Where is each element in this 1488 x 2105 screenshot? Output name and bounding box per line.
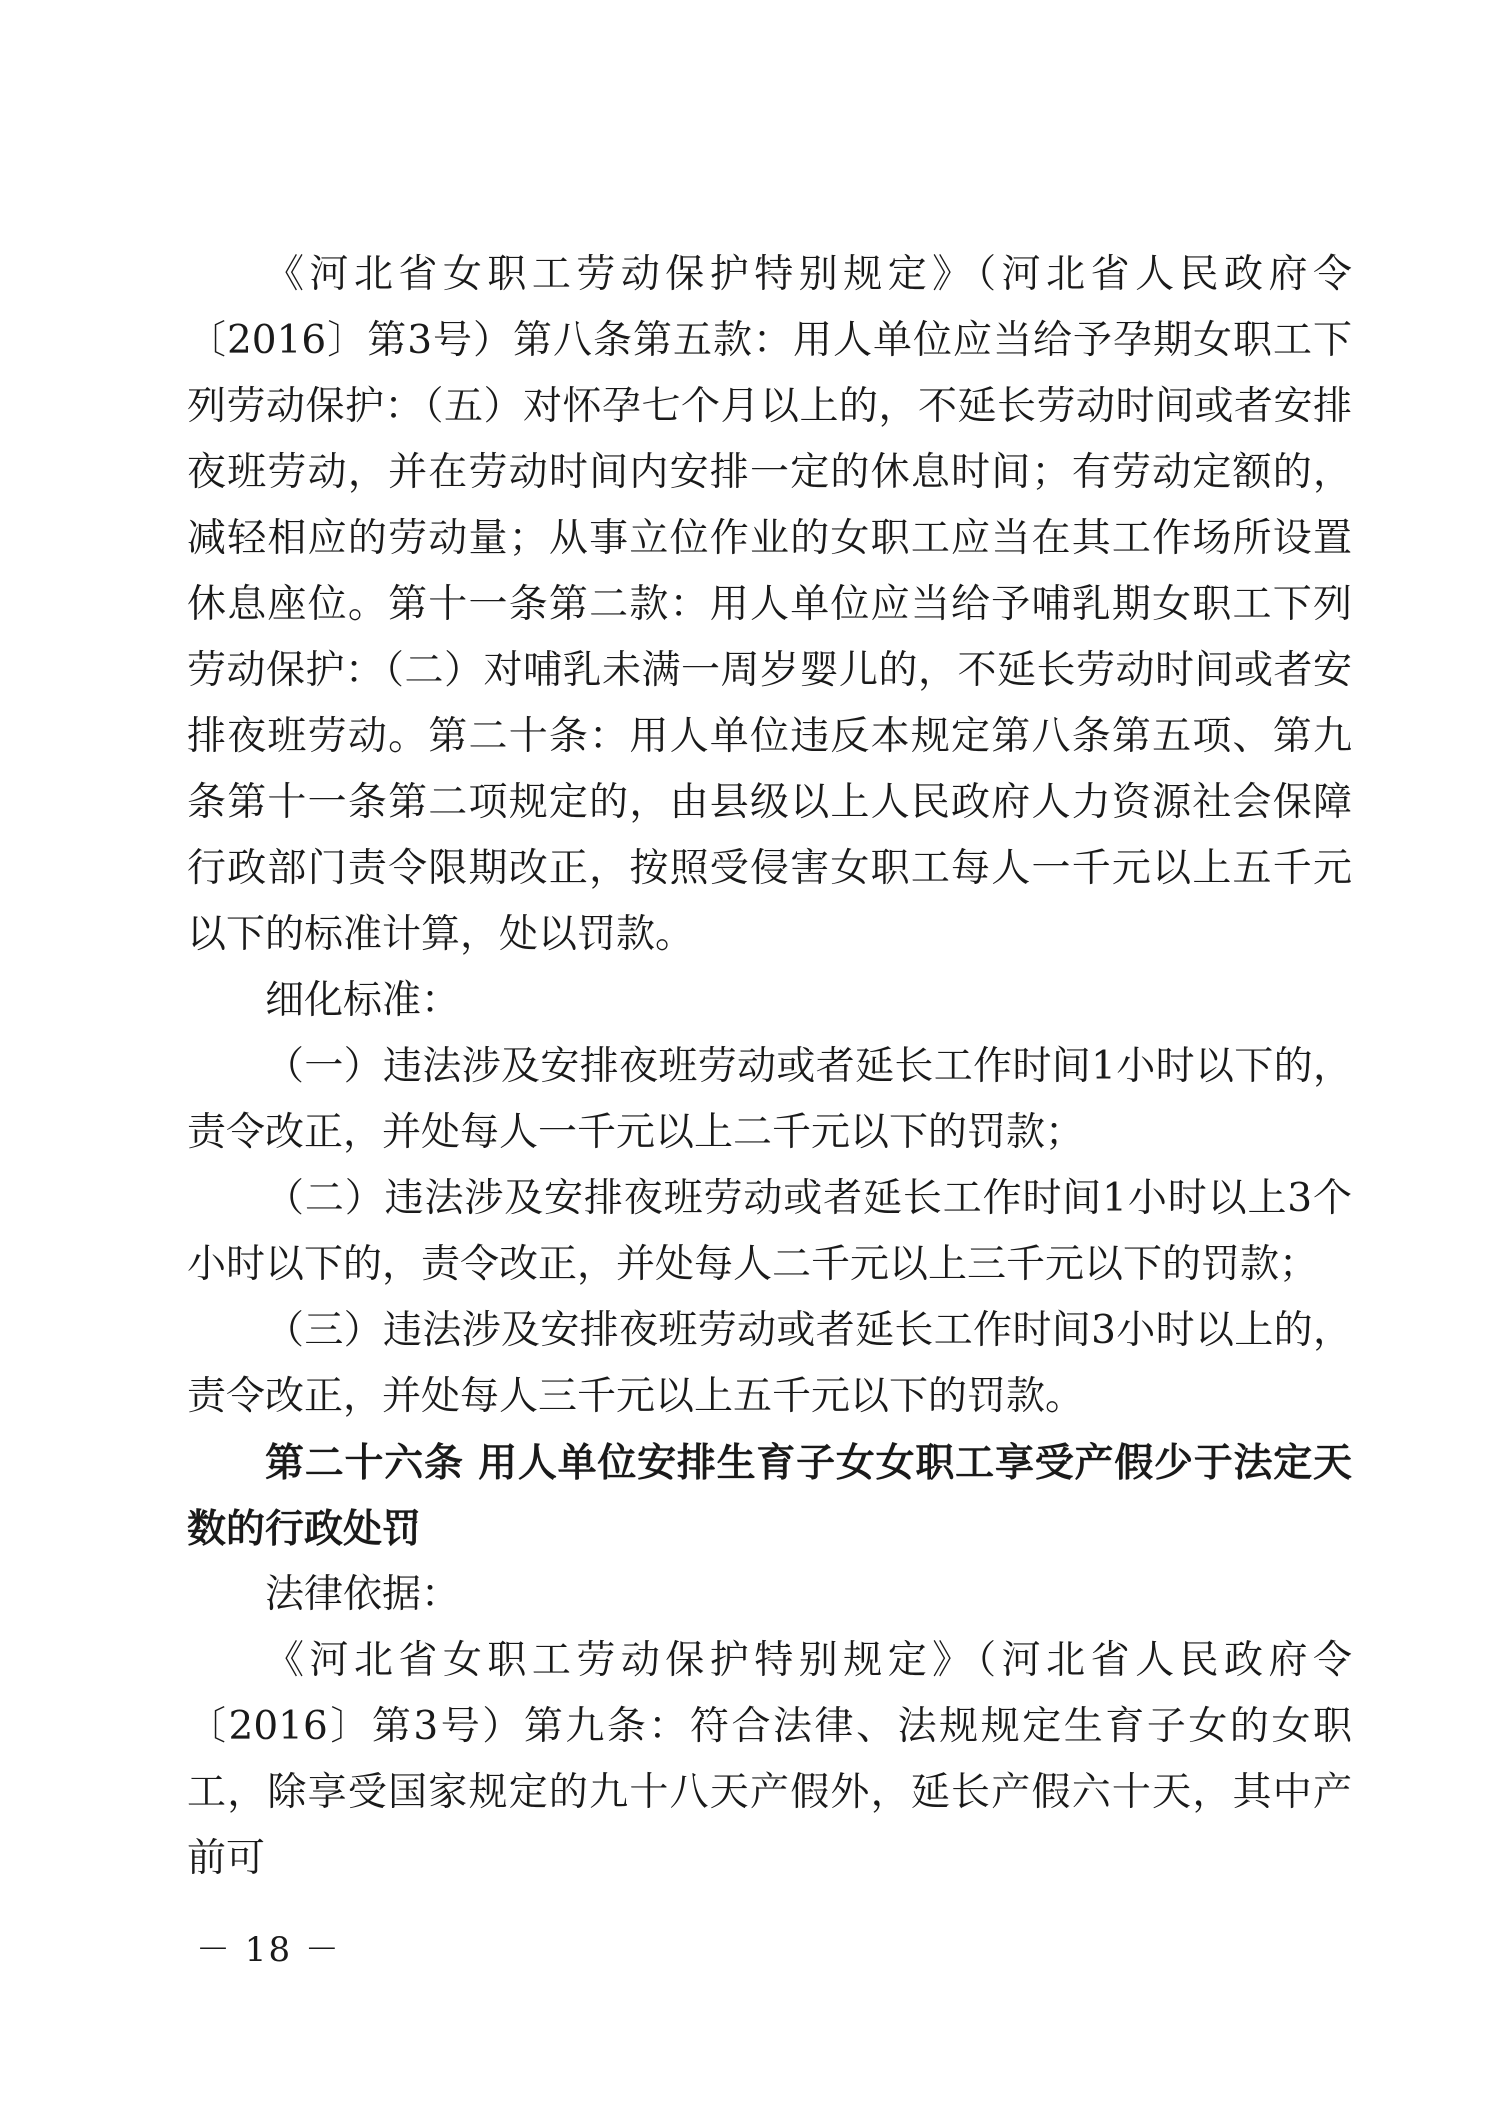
standard-item-2: （二）违法涉及安排夜班劳动或者延长工作时间1小时以上3个小时以下的，责令改正，并处每人二千元以上三千元以下的罚款； bbox=[187, 1176, 1352, 1287]
standard-item-1: （一）违法涉及安排夜班劳动或者延长工作时间1小时以下的，责令改正，并处每人一千元以上二千元以下的罚款； bbox=[187, 1044, 1352, 1155]
article-26-heading: 第二十六条 用人单位安排生育子女女职工享受产假少于法定天数的行政处罚 bbox=[187, 1440, 1352, 1552]
page-number: － 18 － bbox=[196, 1930, 341, 1970]
legal-basis-label: 法律依据： bbox=[265, 1572, 461, 1617]
detailed-standards-label: 细化标准： bbox=[265, 978, 461, 1023]
standard-item-3: （三）违法涉及安排夜班劳动或者延长工作时间3小时以上的，责令改正，并处每人三千元以上五千元以下的罚款。 bbox=[187, 1308, 1352, 1419]
legal-basis-paragraph: 《河北省女职工劳动保护特别规定》（河北省人民政府令〔2016〕第3号）第八条第五款：用人单位应当给予孕期女职工下列劳动保护：（五）对怀孕七个月以上的，不延长劳动时间或者安排夜班劳动，并在劳动时间内安排一定的休息时间；有劳动定额的，减轻相应的劳动量；从事立位作业的女职工应当在其工作场所设置休息座位。第十一条第二款：用人单位应当给予哺乳期女职工下列劳动保护：（二）对哺乳未满一周岁婴儿的，不延长劳动时间或者安排夜班劳动。第二十条：用人单位违反本规定第八条第五项、第九条第十一条第二项规定的，由县级以上人民政府人力资源社会保障行政部门责令限期改正，按照受侵害女职工每人一千元以上五千元以下的标准计算，处以罚款。 bbox=[187, 252, 1352, 957]
document-body bbox=[187, 242, 1352, 1892]
legal-basis-paragraph-2: 《河北省女职工劳动保护特别规定》（河北省人民政府令〔2016〕第3号）第九条：符合法律、法规规定生育子女的女职工，除享受国家规定的九十八天产假外，延长产假六十天，其中产前可 bbox=[187, 1638, 1352, 1881]
